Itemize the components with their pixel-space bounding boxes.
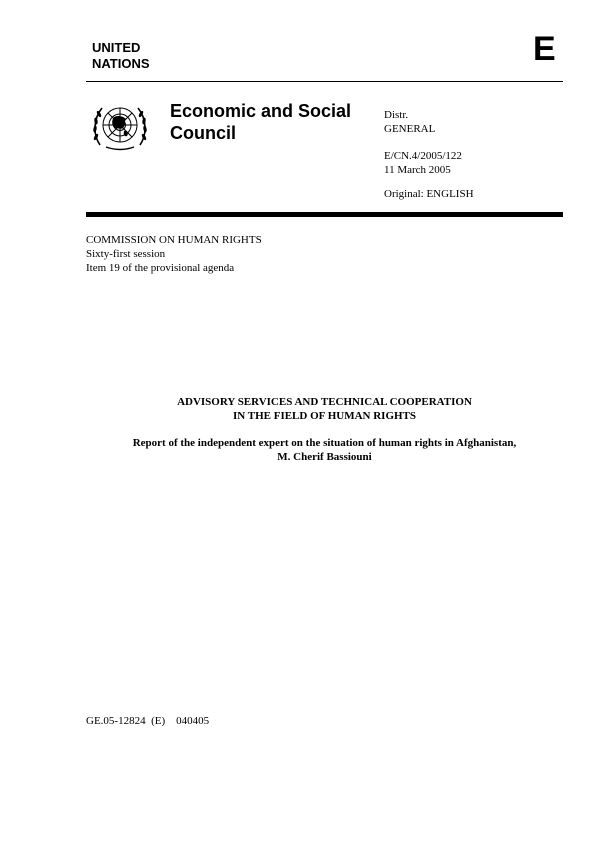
session: Sixty-first session <box>86 248 166 260</box>
document-title-line1: ADVISORY SERVICES AND TECHNICAL COOPERATION <box>177 396 472 408</box>
header-divider-thin <box>86 81 563 82</box>
distribution-value: GENERAL <box>384 123 436 135</box>
distribution-block <box>384 108 435 136</box>
council-name <box>170 100 351 144</box>
document-date: 11 March 2005 <box>384 164 451 176</box>
commission-block <box>86 233 262 275</box>
document-subtitle-line1: Report of the independent expert on the situation of human rights in Afghanistan, <box>132 437 517 449</box>
document-subtitle-line2: M. Cherif Bassiouni <box>277 451 372 463</box>
document-title-line2: IN THE FIELD OF HUMAN RIGHTS <box>232 410 417 422</box>
organization-name-line2: NATIONS <box>92 56 150 71</box>
footer-job-code: GE.05-12824 (E) 040405 <box>86 715 210 727</box>
organization-name-line1: UNITED <box>92 40 141 55</box>
document-subtitle <box>86 436 563 464</box>
agenda-item: Item 19 of the provisional agenda <box>86 262 235 274</box>
header-divider-thick <box>86 212 563 217</box>
un-emblem-icon <box>90 99 150 153</box>
language-code: E <box>533 30 556 68</box>
commission-name: COMMISSION ON HUMAN RIGHTS <box>86 234 262 246</box>
original-language: Original: ENGLISH <box>384 188 474 200</box>
document-title <box>86 395 563 423</box>
document-symbol: E/CN.4/2005/122 <box>384 150 462 162</box>
organization-name <box>92 40 150 72</box>
distribution-label: Distr. <box>384 109 409 121</box>
council-name-line2: Council <box>170 123 236 143</box>
council-name-line1: Economic and Social <box>170 101 352 121</box>
symbol-block <box>384 149 462 177</box>
